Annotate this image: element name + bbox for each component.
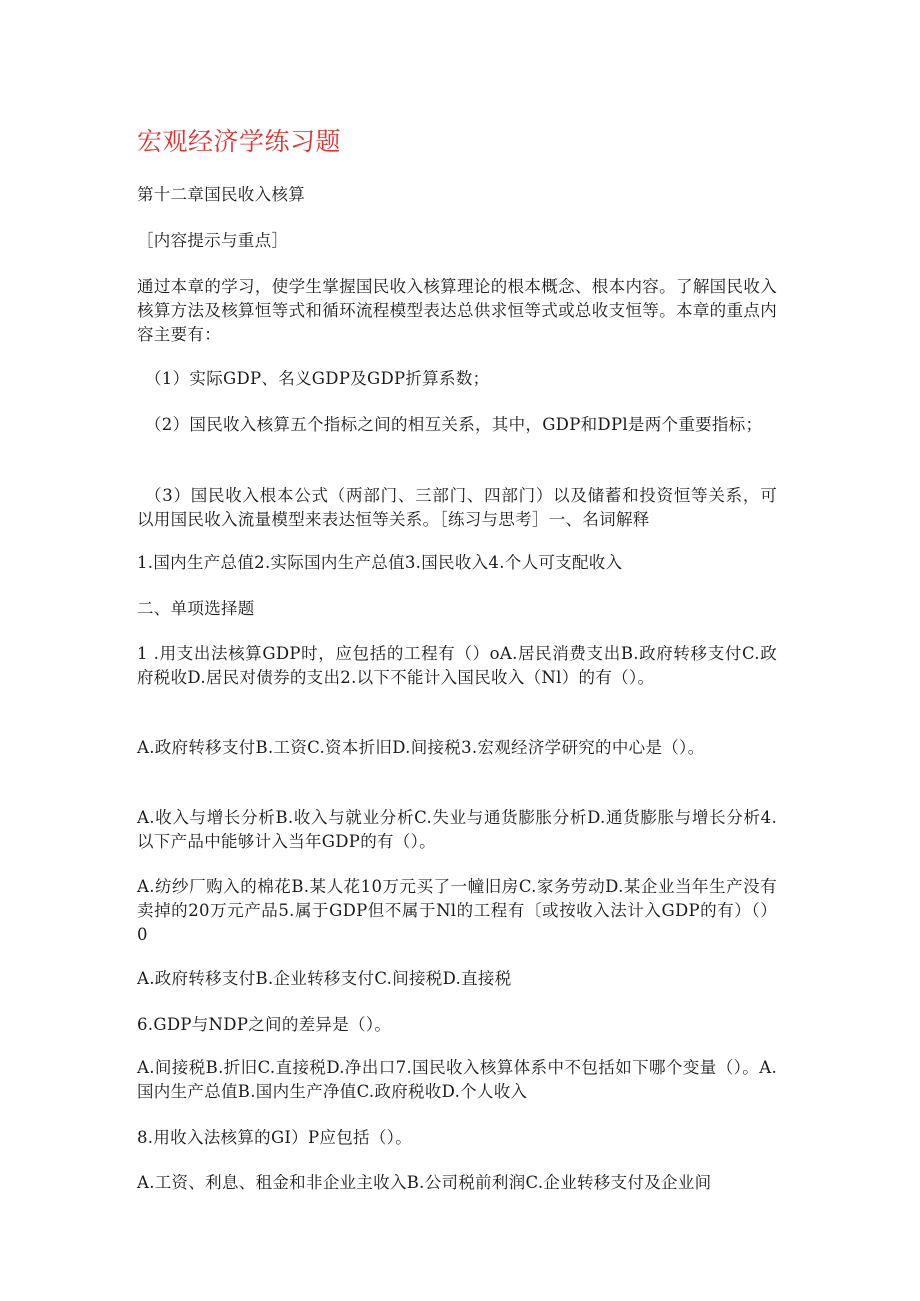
question-2-options-question-3: A.政府转移支付B.工资C.资本折旧D.间接税3.宏观经济学研究的中心是（）。 <box>137 738 705 757</box>
question-6: 6.GDP与NDP之间的差异是（）。 <box>137 1015 392 1034</box>
document-title: 宏观经济学练习题 <box>137 127 342 156</box>
key-point-1: （1）实际GDP、名义GDP及GDP折算系数； <box>145 369 490 388</box>
key-point-2: （2）国民收入核算五个指标之间的相互关系，其中，GDP和DPl是两个重要指标； <box>145 415 763 434</box>
section-heading-key-points: ［内容提示与重点］ <box>137 231 289 250</box>
question-4-options-question-5: A.纺纱厂购入的棉花B.某人花10万元买了一幢旧房C.家务劳动D.某企业当年生产没有卖掉的20万元产品5.属于GDP但不属于Nl的工程有〔或按收入法计入GDP的有）（）0 <box>137 877 777 944</box>
question-1-2: 1 .用支出法核算GDP时，应包括的工程有（）oA.居民消费支出B.政府转移支付C.政府税收D.居民对债券的支出2.以下不能计入国民收入（Nl）的有（）。 <box>137 644 777 687</box>
section-heading-single-choice: 二、单项选择题 <box>137 599 255 618</box>
key-point-3: （3）国民收入根本公式（两部门、三部门、四部门）以及储蓄和投资恒等关系，可以用国民收入流量模型来表达恒等关系。［练习与思考］一、名词解释 <box>137 486 777 529</box>
glossary-terms: 1.国内生产总值2.实际国内生产总值3.国民收入4.个人可支配收入 <box>137 553 623 572</box>
question-3-options-question-4: A.收入与增长分析B.收入与就业分析C.失业与通货膨胀分析D.通货膨胀与增长分析4.以下产品中能够计入当年GDP的有（）。 <box>137 808 777 851</box>
intro-paragraph: 通过本章的学习，使学生掌握国民收入核算理论的根本概念、根本内容。了解国民收入核算方法及核算恒等式和循环流程模型表达总供求恒等式或总收支恒等。本章的重点内容主要有： <box>137 277 777 344</box>
chapter-heading: 第十二章国民收入核算 <box>137 185 305 204</box>
question-5-options: A.政府转移支付B.企业转移支付C.间接税D.直接税 <box>137 969 512 988</box>
question-8: 8.用收入法核算的GI）P应包括（）。 <box>137 1128 412 1147</box>
question-8-options: A.工资、利息、租金和非企业主收入B.公司税前利润C.企业转移支付及企业间 <box>137 1173 712 1192</box>
question-6-options-question-7: A.间接税B.折旧C.直接税D.净出口7.国民收入核算体系中不包括如下哪个变量（）。A.国内生产总值B.国内生产净值C.政府税收D.个人收入 <box>137 1058 777 1101</box>
